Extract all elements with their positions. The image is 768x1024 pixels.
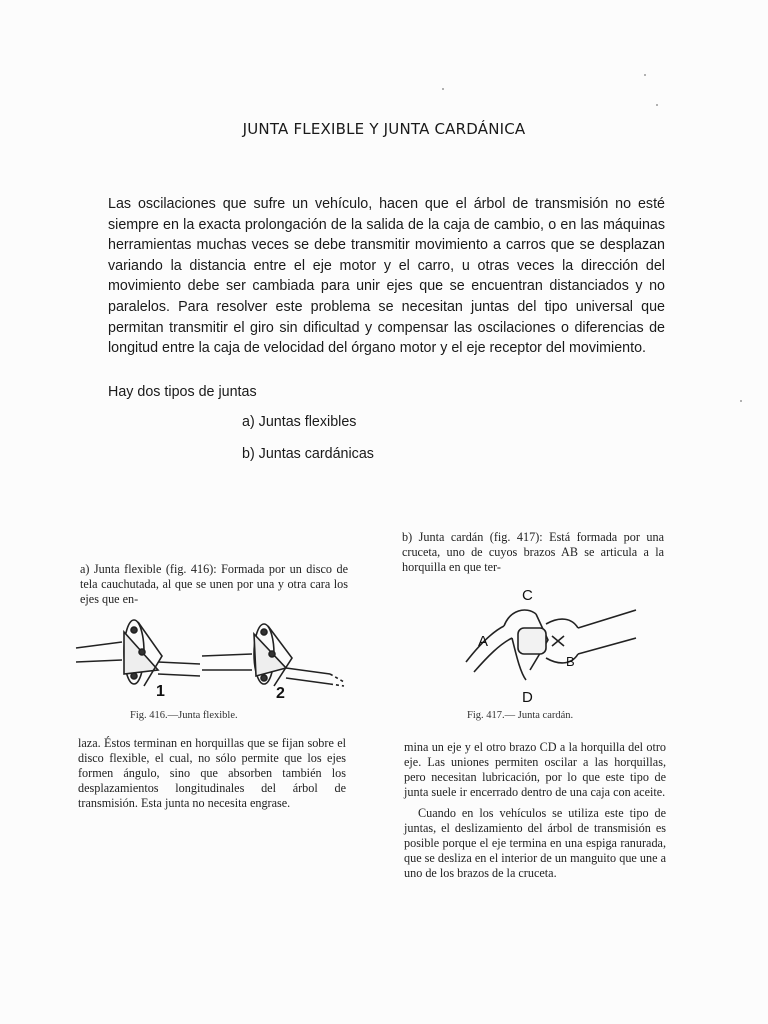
page-title: JUNTA FLEXIBLE Y JUNTA CARDÁNICA [242, 120, 526, 138]
types-intro: Hay dos tipos de juntas [108, 384, 257, 400]
fig-417-label-d: D [522, 689, 533, 704]
type-b-item: b) Juntas cardánicas [242, 446, 374, 462]
fig-417-caption: Fig. 417.— Junta cardán. [467, 710, 574, 721]
scan-speck [442, 88, 444, 90]
flexible-joint-text-bottom: laza. Éstos terminan en horquillas que se fijan sobre el disco flexible, el cual, no sólo permite que los ejes formen ángulo, sino que absorben también los desplazamientos longitudinales del árbol de transmisión. Esta junta no necesita engrase. [78, 736, 346, 810]
fig-416-label-2: 2 [276, 685, 285, 702]
type-a-item: a) Juntas flexibles [242, 414, 357, 430]
fig-417-label-a: A [478, 633, 489, 650]
fig-416-label-1: 1 [156, 683, 165, 700]
fig-417-label-c: C [522, 587, 533, 604]
scan-speck [740, 400, 742, 402]
cardan-paragraph-2: Cuando en los vehículos se utiliza este tipo de juntas, el deslizamiento del árbol de transmisión es posible porque el eje termina en una espiga ranurada, que se desliza en el interior de un manguito que une a uno de los brazos de la cruceta. [404, 806, 666, 880]
cardan-paragraph-1: mina un eje y el otro brazo CD a la horquilla del otro eje. Las uniones permiten oscilar a las horquillas, pero necesitan lubricación, por lo que este tipo de junta suele ir encerrado dentro de una caja con aceite. [404, 740, 666, 799]
flexible-joint-text-top: a) Junta flexible (fig. 416): Formada por un disco de tela cauchutada, al que se unen por una y otra cara los ejes que en- [80, 562, 348, 606]
fig-416-caption: Fig. 416.—Junta flexible. [130, 710, 238, 721]
cardan-joint-text-bottom [404, 740, 666, 881]
intro-paragraph: Las oscilaciones que sufre un vehículo, hacen que el árbol de transmisión no esté siempre en la exacta prolongación de la salida de la caja de cambio, o en las máquinas herramientas muchas veces se debe transmitir movimiento a carros que se desplazan variando la distancia entre el eje motor y el carro, u otras veces la dirección del movimiento debe ser cambiada para unir ejes que se encuentran distanciados y no paralelos. Para resolver este problema se necesitan juntas del tipo universal que permitan transmitir el giro sin dificultad y compensar las oscilaciones o diferencias de longitud entre la caja de velocidad del órgano motor y el eje receptor del movimiento. [108, 196, 665, 357]
scan-speck [656, 104, 658, 106]
fig-416-flexible-joint-illustration [72, 612, 352, 706]
fig-417-cardan-joint-illustration [460, 584, 640, 704]
cardan-joint-text-top: b) Junta cardán (fig. 417): Está formada por una cruceta, uno de cuyos brazos AB se articula a la horquilla en que ter- [402, 530, 664, 574]
scan-speck [644, 74, 646, 76]
fig-417-label-b: B [566, 654, 575, 669]
